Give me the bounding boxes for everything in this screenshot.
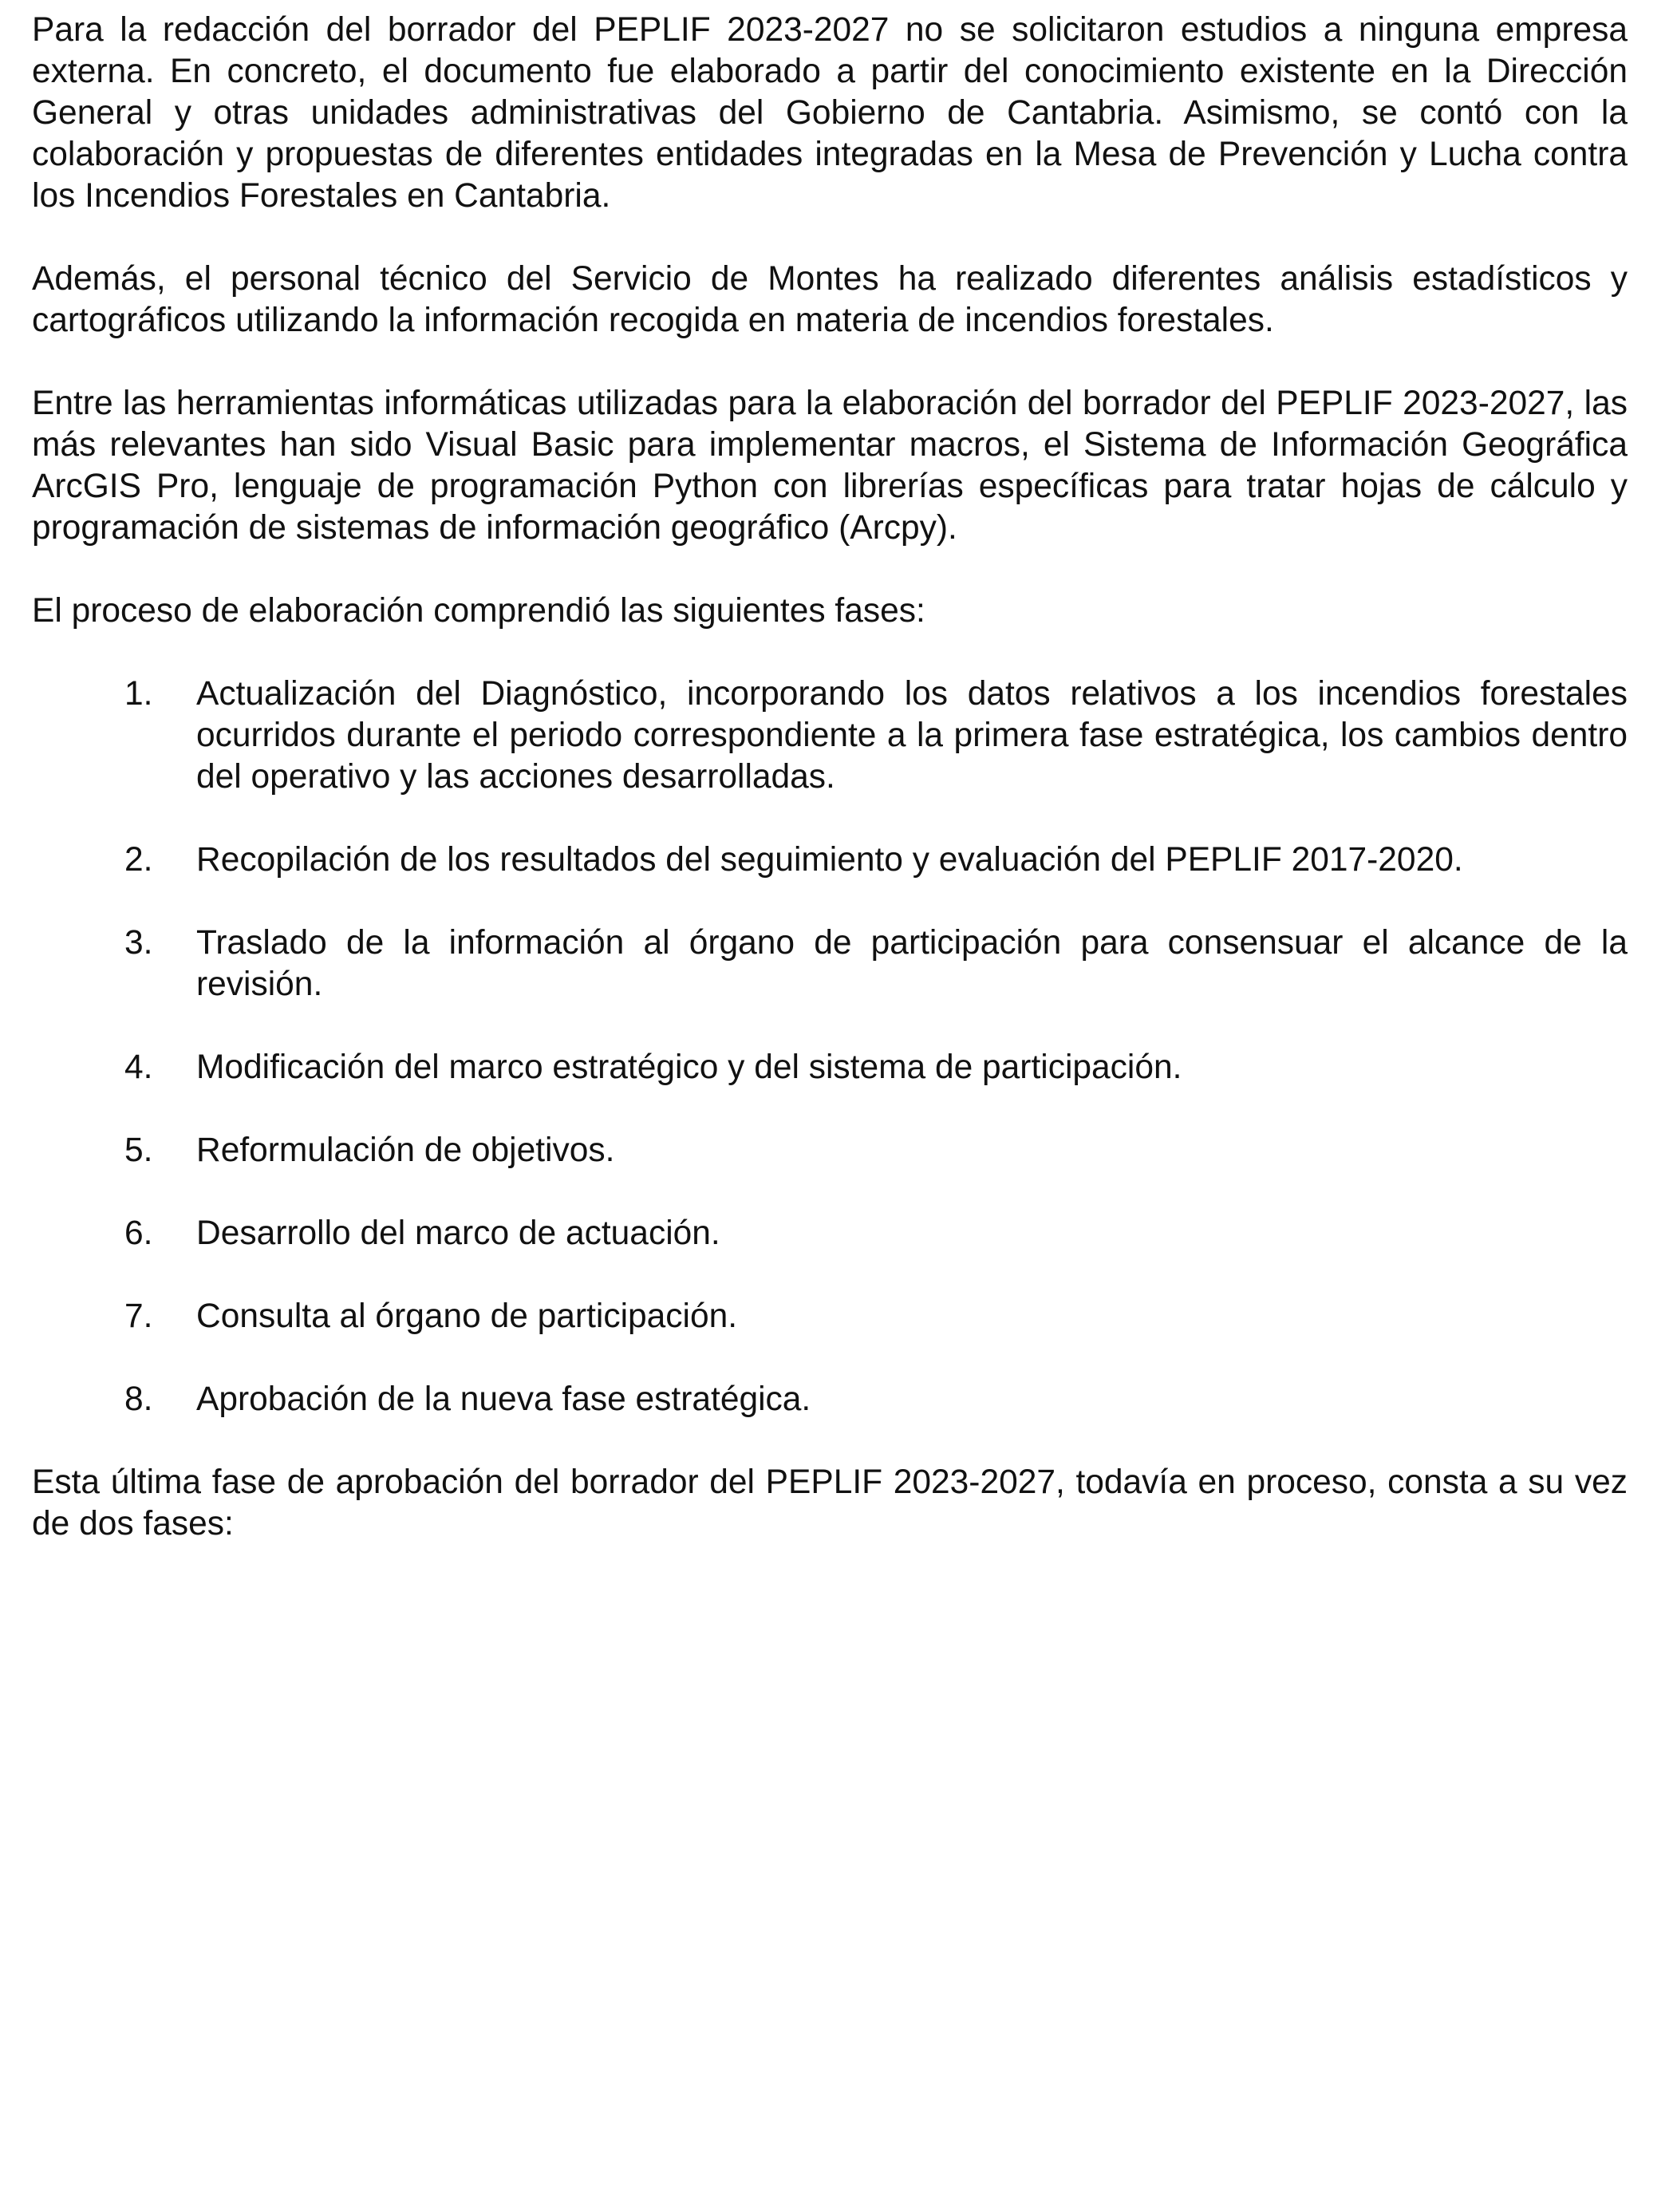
list-item	[32, 1379, 1628, 1420]
list-item-number: 7.	[124, 1298, 153, 1335]
list-item-text: Modificación del marco estratégico y del sistema de participación.	[196, 1049, 1182, 1086]
list-item-number: 4.	[124, 1049, 153, 1086]
list-item-number: 2.	[124, 841, 153, 879]
list-item-text: Desarrollo del marco de actuación.	[196, 1215, 720, 1252]
document-page	[32, 10, 1628, 1586]
list-item	[32, 922, 1628, 1005]
list-item-text: Recopilación de los resultados del seguimiento y evaluación del PEPLIF 2017-2020.	[196, 841, 1463, 879]
list-item-text: Actualización del Diagnóstico, incorporando los datos relativos a los incendios forestales ocurridos durante el periodo correspondiente a la primera fase estratégica, los cambios dentro del operativo y las acciones desarrolladas.	[196, 675, 1628, 796]
list-item-text: Consulta al órgano de participación.	[196, 1298, 738, 1335]
phase-list	[32, 673, 1628, 1420]
list-item-number: 1.	[124, 675, 153, 713]
paragraph-technical-staff: Además, el personal técnico del Servicio de Montes ha realizado diferentes análisis estadísticos y cartográficos utilizando la información recogida en materia de incendios forestales.	[32, 260, 1628, 339]
list-item-text: Reformulación de objetivos.	[196, 1132, 615, 1169]
paragraph-closing: Esta última fase de aprobación del borrador del PEPLIF 2023-2027, todavía en proceso, consta a su vez de dos fases:	[32, 1463, 1628, 1542]
list-item	[32, 1213, 1628, 1254]
list-item-number: 5.	[124, 1132, 153, 1169]
list-item	[32, 673, 1628, 798]
list-item-text: Aprobación de la nueva fase estratégica.	[196, 1381, 811, 1418]
paragraph-external-studies: Para la redacción del borrador del PEPLIF 2023-2027 no se solicitaron estudios a ninguna empresa externa. En concreto, el documento fue elaborado a partir del conocimiento existente en la Dirección General y otras unidades administrativas del Gobierno de Cantabria. Asimismo, se contó con la colaboración y propuestas de diferentes entidades integradas en la Mesa de Prevención y Lucha contra los Incendios Forestales en Cantabria.	[32, 11, 1628, 215]
list-item-number: 3.	[124, 924, 153, 962]
list-item	[32, 1296, 1628, 1337]
paragraph-process-intro: El proceso de elaboración comprendió las siguientes fases:	[32, 592, 925, 630]
paragraph-software-tools: Entre las herramientas informáticas utilizadas para la elaboración del borrador del PEPLIF 2023-2027, las más relevantes han sido Visual Basic para implementar macros, el Sistema de Información Geográfica ArcGIS Pro, lenguaje de programación Python con librerías específicas para tratar hojas de cálculo y programación de sistemas de información geográfico (Arcpy).	[32, 385, 1628, 547]
list-item	[32, 1130, 1628, 1171]
list-item-text: Traslado de la información al órgano de participación para consensuar el alcance de la revisión.	[196, 924, 1628, 1003]
list-item	[32, 839, 1628, 881]
list-item-number: 8.	[124, 1381, 153, 1418]
list-item-number: 6.	[124, 1215, 153, 1252]
list-item	[32, 1047, 1628, 1088]
